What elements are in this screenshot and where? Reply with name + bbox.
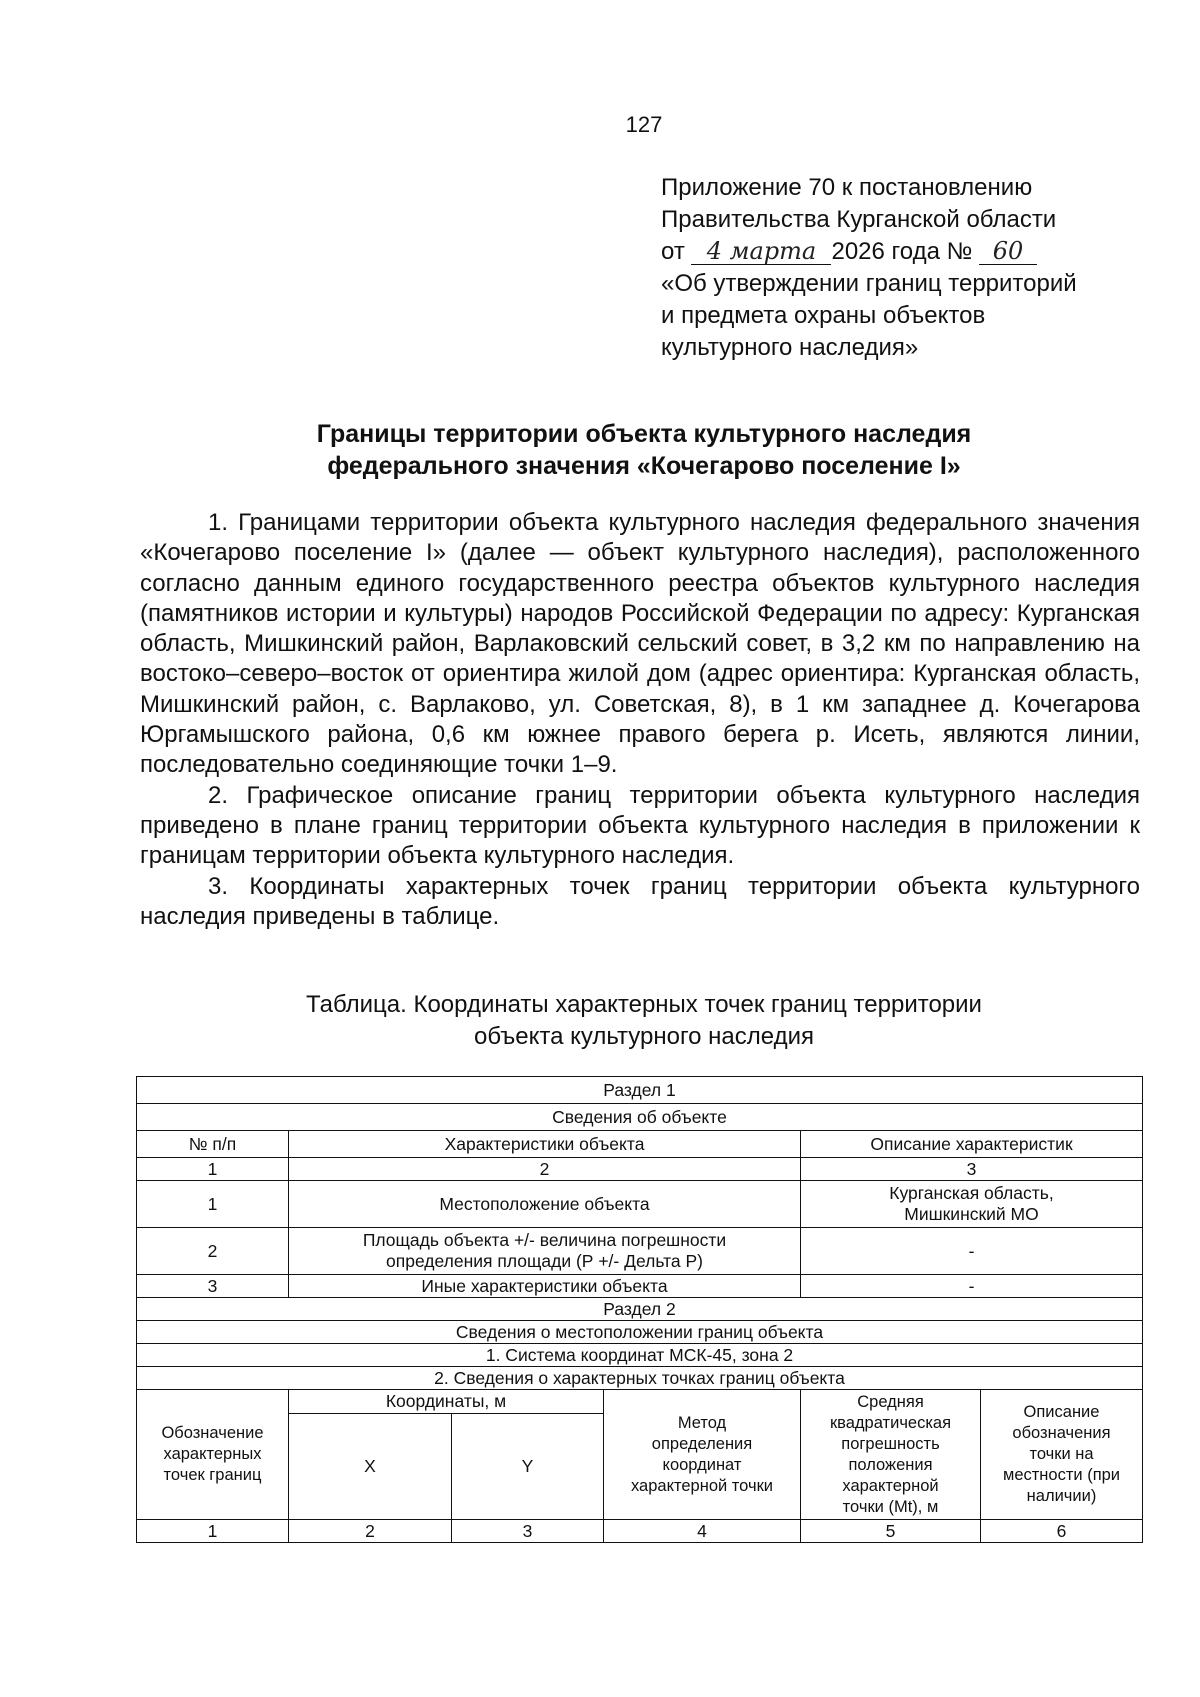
title-line-2: федерального значения «Кочегарово поселение I»: [327, 452, 961, 480]
col-index: 3: [801, 1158, 1143, 1181]
annex-date-prefix: от: [661, 238, 685, 265]
row-characteristic-line: Площадь объекта +/- величина погрешности: [362, 1230, 727, 1250]
paragraph-3: 3. Координаты характерных точек границ территории объекта культурного наследия приведены в таблице.: [140, 872, 1140, 930]
col-index: 1: [137, 1158, 289, 1181]
row-characteristic-line: определения площади (Р +/- Дельта Р): [386, 1251, 703, 1271]
header-error-line: точки (Mt), м: [842, 1497, 939, 1516]
object-info-header: Сведения об объекте: [137, 1104, 1143, 1131]
header-point-description-line: наличии): [1026, 1487, 1097, 1505]
header-point-description-line: точки на: [1029, 1445, 1094, 1463]
title-line-1: Границы территории объекта культурного наследия: [316, 420, 972, 448]
header-error-line: положения: [848, 1455, 933, 1474]
row-characteristic: Иные характеристики объекта: [289, 1275, 801, 1298]
header-y: Y: [452, 1414, 604, 1520]
header-error-line: характерной: [842, 1476, 939, 1495]
table-caption: [200, 989, 1088, 1053]
row-description: -: [801, 1275, 1143, 1298]
col-number: 6: [981, 1520, 1143, 1543]
handwritten-date: 4 марта: [691, 238, 831, 265]
points-info-header: 2. Сведения о характерных точках границ объекта: [137, 1367, 1143, 1390]
header-designation-line: точек границ: [163, 1466, 262, 1484]
header-method-line: Метод: [677, 1413, 727, 1432]
header-error: [801, 1390, 981, 1520]
row-number: 2: [137, 1228, 289, 1275]
header-point-description: [981, 1390, 1143, 1520]
col-number: 3: [452, 1520, 604, 1543]
paragraph-1: 1. Границами территории объекта культурного наследия федерального значения «Кочегарово поселение I» (далее — объект культурного наследия), расположенного согласно данным единого государственного реестра объектов культурного наследия (памятников истории и культуры) народов Российской Федерации по адресу: Курганская область, Мишкинский район, Варлаковский сельский совет, в 3,2 км по направлению на востоко–северо–восток от ориентира жилой дом (адрес ориентира: Курганская область, Мишкинский район, с. Варлаково, ул. Советская, 8), в 1 км западнее д. Кочегарова Юргамышского района, 0,6 км южнее правого берега р. Исеть, являются линии, последовательно соединяющие точки 1–9.: [140, 509, 1140, 779]
header-point-description-line: Описание: [1023, 1403, 1100, 1421]
col-number: 2: [289, 1520, 452, 1543]
header-x: X: [289, 1414, 452, 1520]
row-description-line: Мишкинский МО: [904, 1204, 1039, 1224]
col-header-description: Описание характеристик: [801, 1131, 1143, 1158]
annex-line-2: Правительства Курганской области: [661, 206, 1057, 233]
col-index: 2: [289, 1158, 801, 1181]
table-caption-line-1: Таблица. Координаты характерных точек границ территории: [306, 991, 982, 1018]
paragraph-2: 2. Графическое описание границ территории объекта культурного наследия приведено в плане границ территории объекта культурного наследия в приложении к границам территории объекта культурного наследия.: [140, 781, 1140, 870]
coordinates-table: [136, 1076, 1143, 1543]
annex-block: [661, 172, 1131, 364]
header-method-line: определения: [651, 1434, 753, 1453]
table-row: [137, 1228, 1143, 1275]
row-description-line: Курганская область,: [889, 1183, 1054, 1203]
row-description: -: [801, 1228, 1143, 1275]
annex-line-5: и предмета охраны объектов: [661, 302, 986, 329]
col-number: 5: [801, 1520, 981, 1543]
table-caption-line-2: объекта культурного наследия: [473, 1023, 815, 1050]
annex-line-4: «Об утверждении границ территорий: [661, 270, 1077, 297]
table-row: [137, 1181, 1143, 1228]
location-info-header: Сведения о местоположении границ объекта: [137, 1321, 1143, 1344]
header-coordinates: Координаты, м: [289, 1390, 604, 1414]
table-row: [137, 1275, 1143, 1298]
header-point-description-line: местности (при: [1002, 1466, 1121, 1484]
handwritten-number: 60: [979, 238, 1037, 265]
col-number: 4: [604, 1520, 801, 1543]
document-title: [200, 418, 1088, 482]
header-error-line: Средняя: [857, 1392, 924, 1411]
header-method-line: характерной точки: [630, 1476, 774, 1495]
header-method: [604, 1390, 801, 1520]
row-characteristic: [289, 1228, 801, 1275]
section-1-header: Раздел 1: [137, 1077, 1143, 1104]
annex-line-1: Приложение 70 к постановлению: [661, 174, 1033, 201]
annex-date-line: [661, 236, 1131, 268]
header-error-line: квадратическая: [829, 1413, 952, 1432]
coord-system-header: 1. Система координат МСК-45, зона 2: [137, 1344, 1143, 1367]
header-error-line: погрешность: [841, 1434, 940, 1453]
header-designation-line: характерных: [163, 1445, 262, 1463]
annex-line-6: культурного наследия»: [661, 334, 919, 361]
page-number: 127: [625, 112, 663, 137]
col-number: 1: [137, 1520, 289, 1543]
body-text: [140, 508, 1140, 932]
annex-date-year: 2026 года №: [831, 238, 973, 265]
col-header-characteristics: Характеристики объекта: [289, 1131, 801, 1158]
header-method-line: координат: [662, 1455, 742, 1474]
header-point-description-line: обозначения: [1012, 1424, 1111, 1442]
section-2-header: Раздел 2: [137, 1298, 1143, 1321]
header-designation: [137, 1390, 289, 1520]
row-description: [801, 1181, 1143, 1228]
row-number: 1: [137, 1181, 289, 1228]
row-number: 3: [137, 1275, 289, 1298]
header-designation-line: Обозначение: [161, 1424, 264, 1442]
col-header-num: № п/п: [137, 1131, 289, 1158]
row-characteristic: Местоположение объекта: [289, 1181, 801, 1228]
